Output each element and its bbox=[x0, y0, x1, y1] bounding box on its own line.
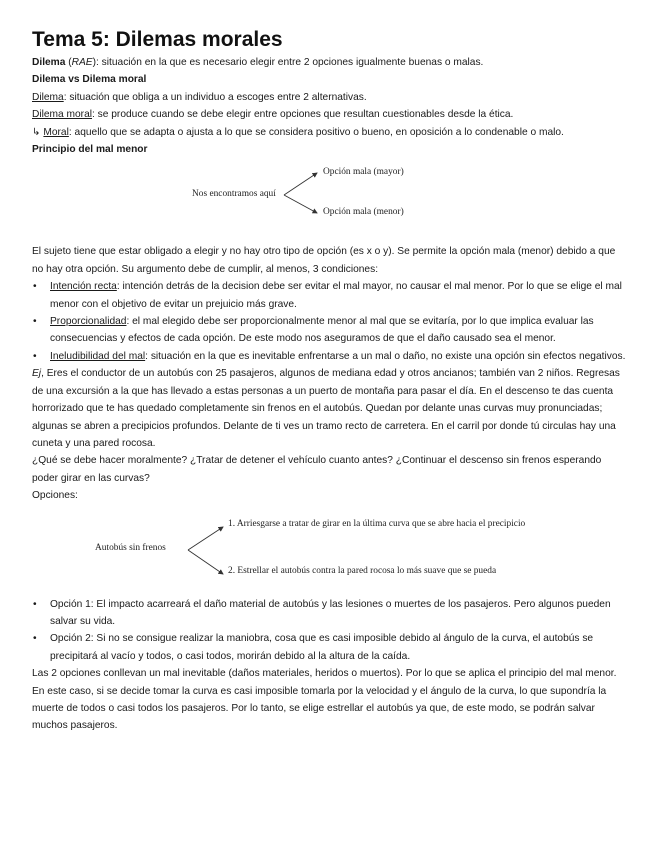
definition-text: : situación que obliga a un individuo a escoges entre 2 alternativas. bbox=[63, 91, 367, 103]
definition-moral bbox=[32, 124, 626, 141]
condition-text: : el mal elegido debe ser proporcionalmente menor al mal que se evitaría, por lo que implica evaluar las consecuencias y efectos de cada opción. De este modo nos aseguramos de que el daño causado sea el menor. bbox=[50, 316, 594, 345]
diagram-option-top: 1. Arriesgarse a tratar de girar en la última curva que se abre hacia el precipicio bbox=[228, 518, 526, 529]
arrow-up bbox=[284, 173, 317, 195]
diagram-source-label: Autobús sin frenos bbox=[95, 542, 166, 553]
diagram-option-bottom: 2. Estrellar el autobús contra la pared rocosa lo más suave que se pueda bbox=[228, 565, 497, 576]
list-item bbox=[32, 348, 626, 365]
condition-text: : intención detrás de la decision debe ser evitar el mal mayor, no causar el mal menor. Por lo que se elige el mal menor con el objetivo de evitar un prejuicio más grave. bbox=[50, 281, 622, 310]
diagram-option-top: Opción mala (mayor) bbox=[323, 167, 404, 178]
opciones-label: Opciones: bbox=[32, 490, 78, 502]
conditions-list bbox=[32, 278, 626, 365]
diagram-mal-menor bbox=[32, 158, 626, 240]
term-moral: Moral bbox=[43, 126, 69, 138]
arrow-up bbox=[188, 527, 223, 550]
definition-dilema-2 bbox=[32, 89, 626, 106]
term-dilema-2: Dilema bbox=[32, 91, 64, 103]
definition-dilema-moral bbox=[32, 106, 626, 123]
list-item bbox=[32, 278, 626, 313]
diagram-source-label: Nos encontramos aquí bbox=[192, 189, 276, 200]
term-ineludibilidad: Ineludibilidad del mal bbox=[50, 350, 146, 362]
term-dilema-moral: Dilema moral bbox=[32, 109, 93, 121]
diagram-option-bottom: Opción mala (menor) bbox=[323, 207, 404, 218]
definition-text: : se produce cuando se debe elegir entre opciones que resultan cuestionables desde la ética. bbox=[92, 109, 514, 121]
list-item: • Opción 1: El impacto acarreará el daño material de autobús y las lesiones o muertes de los pasajeros. Pero algunos pueden salvar su vida. bbox=[32, 596, 626, 631]
rae-abbrev: RAE bbox=[71, 57, 93, 68]
list-item: • Opción 2: Si no se consigue realizar la maniobra, cosa que es casi imposible debido al ángulo de la curva, el autobús se precipitará al vacío y todos, o casi todos, morirán debido al la altura de la caída. bbox=[32, 630, 626, 665]
term-proporcionalidad: Proporcionalidad bbox=[50, 316, 127, 328]
definition-text: : situación en la que es necesario elegir entre 2 opciones igualmente buenas o malas. bbox=[96, 57, 484, 68]
paragraph-pregunta: ¿Qué se debe hacer moralmente? ¿Tratar de detener el vehículo cuanto antes? ¿Continuar el descenso sin frenos esperando poder girar en las curvas? bbox=[32, 455, 602, 484]
ej-label: Ej bbox=[32, 368, 42, 380]
heading-principio: Principio del mal menor bbox=[32, 144, 148, 156]
list-item bbox=[32, 313, 626, 348]
term-dilema: Dilema bbox=[32, 57, 66, 68]
arrow-down bbox=[284, 195, 317, 213]
options-list bbox=[32, 596, 626, 666]
paragraph-ejemplo bbox=[32, 365, 626, 452]
page-title: Tema 5: Dilemas morales bbox=[32, 28, 283, 51]
diagram-autobus bbox=[32, 505, 626, 593]
arrow-down bbox=[188, 550, 223, 574]
term-intencion: Intención recta bbox=[50, 281, 117, 293]
paragraph-sujeto: El sujeto tiene que estar obligado a elegir y no hay otro tipo de opción (es x o y). Se permite la opción mala (menor) debido a que no hay otra opción. Su argumento debe de cumplir, al menos, 3 condiciones: bbox=[32, 246, 616, 275]
paragraph-conclusion: Las 2 opciones conllevan un mal inevitable (daños materiales, heridos o muertos). Por lo que se aplica el principio del mal menor. En este caso, si se decide tomar la curva es casi imposible tomarla por la velocidad y el ángulo de la curva, lo que supondría la muerte de todos o casi todos los pasajeros. Por lo tanto, se elige estrellar el autobús ya que, de este modo, se podrán salvar muchos pasajeros. bbox=[32, 668, 617, 732]
definition-text: : aquello que se adapta o ajusta a lo que se considera positivo o bueno, en oposición a lo condenable o malo. bbox=[68, 126, 564, 138]
document-page bbox=[32, 28, 626, 735]
definition-dilema: Dilema (RAE): situación en la que es necesario elegir entre 2 opciones igualmente buenas o malas. bbox=[32, 57, 484, 68]
heading-dilema-vs: Dilema vs Dilema moral bbox=[32, 74, 147, 86]
example-text: , Eres el conductor de un autobús con 25 pasajeros, algunos de mediana edad y otros ancianos; también van 2 niños. Regresas de una excursión a la que has llevado a estas personas a un puerto de montaña para pasar el día. En el descenso te das cuenta horrorizado que te has quedado completamente sin frenos en el autobús. Quedan por delante unas curvas muy pronunciadas; algunas se abren a precipicios profundos. Delante de ti ves un tramo recto de carretera. En el carril por donde tú circulas hay una cuneta y una pared rocosa. bbox=[32, 368, 620, 449]
condition-text: : situación en la que es inevitable enfrentarse a un mal o daño, no existe una opción sin efectos negativos. bbox=[145, 350, 626, 362]
sub-arrow-icon: ↳ bbox=[32, 126, 41, 138]
